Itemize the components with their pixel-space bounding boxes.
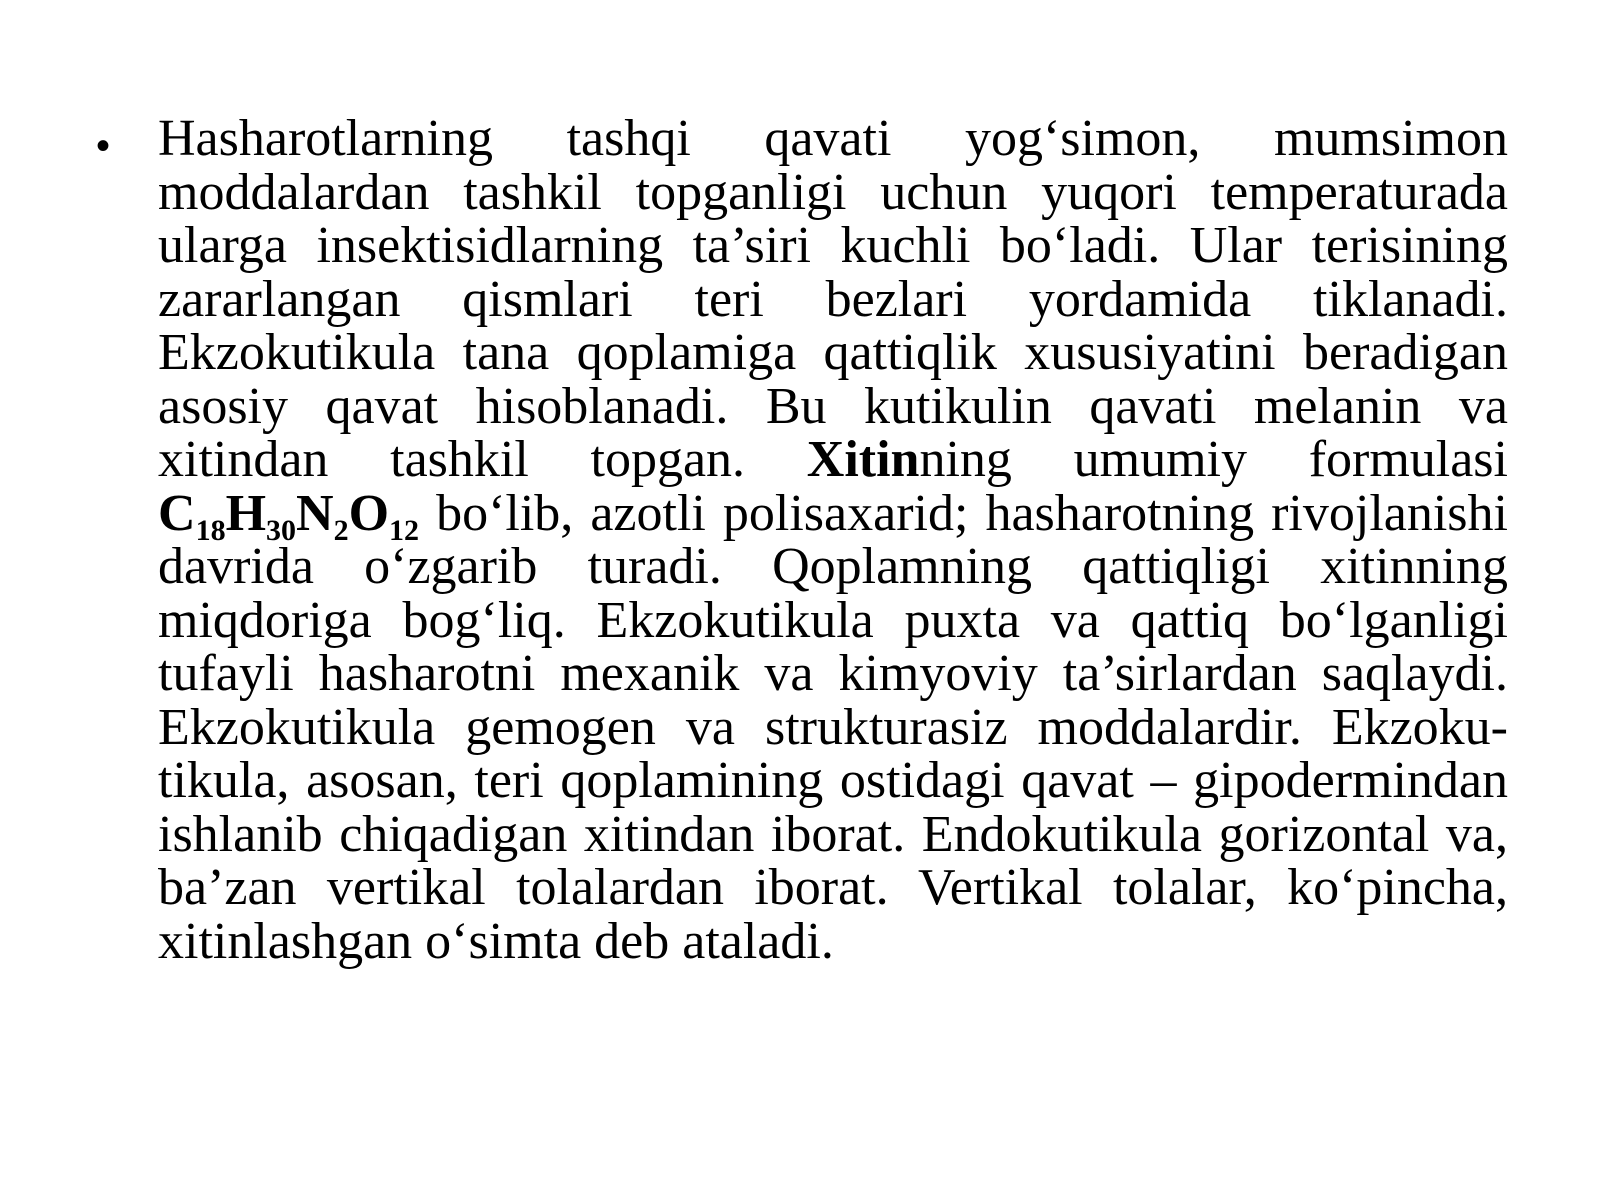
paragraph-part-2: ning umumiy formulasi [919, 431, 1508, 488]
formula-nitrogen-count: 2 [333, 513, 349, 547]
formula-nitrogen: N [296, 484, 334, 542]
formula-carbon-count: 18 [195, 513, 226, 547]
formula-oxygen: O [348, 484, 390, 542]
formula-oxygen-count: 12 [389, 513, 420, 547]
formula-hydrogen-count: 30 [266, 513, 297, 547]
formula-carbon: C [158, 484, 196, 542]
paragraph-text [158, 112, 1508, 968]
bullet-icon: • [96, 124, 111, 168]
paragraph-part-1: Hasharotlarning tashqi qavati yog‘simon, mumsimon moddalardan tashkil topganligi uchun yuqori temperaturada ularga insektisidlarning ta’siri kuchli bo‘ladi. Ular terisining zararlangan qismlari teri bezlari yordamida tiklanadi. Ekzokutikula tana qoplamiga qattiqlik xususiyatini beradigan asosiy qavat hisoblanadi. Bu kutikulin qavati melanin va xitindan tashkil topgan. [158, 110, 1508, 488]
formula-hydrogen: H [225, 484, 267, 542]
chemical-formula [158, 484, 420, 547]
bold-term-xitin: Xitin [806, 431, 920, 488]
paragraph-part-3: bo‘lib, azotli polisaxarid; hasharotning rivojlanishi davrida o‘zgarib turadi. Qoplamning qattiqligi xitinning miqdoriga bog‘liq. Ekzokutikula puxta va qattiq bo‘lganligi tufayli hasharotni mexanik va kimyoviy ta’sirlardan saqlaydi. Ekzokutikula gemogen va strukturasiz moddalardir. Ekzoku- tikula, asosan, teri qoplamining ostidagi qavat – gipodermindan ishlanib chiqadigan xitindan iborat. Endokutikula gorizontal va, ba’zan vertikal tolalardan iborat. Vertikal tolalar, ko‘pincha, xitinlashgan o‘simta deb ataladi. [158, 484, 1508, 970]
